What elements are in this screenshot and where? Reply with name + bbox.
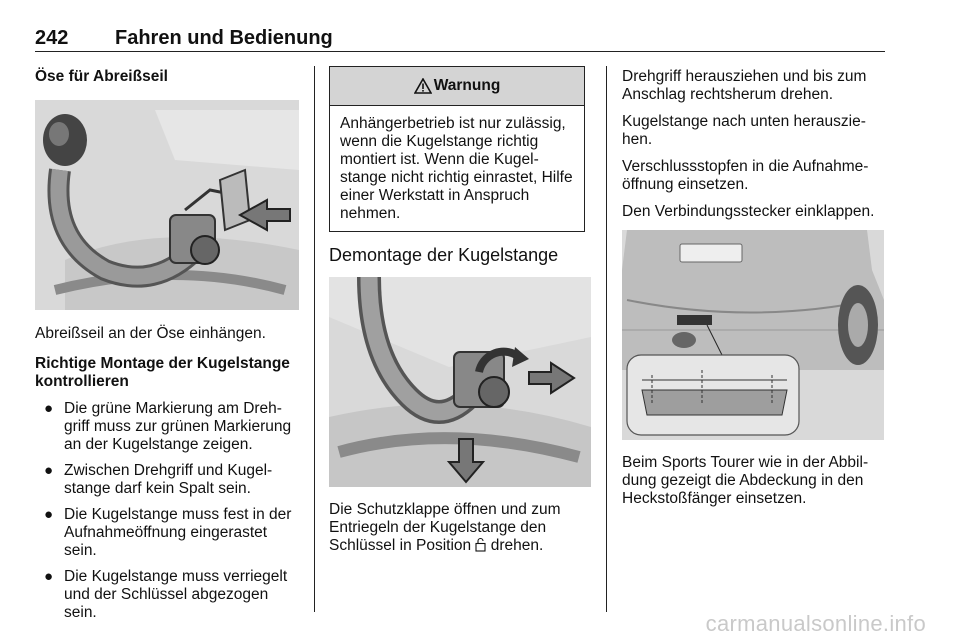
- step-paragraph: Verschlussstopfen in die Aufnahmeöffnung einsetzen.: [622, 158, 869, 193]
- list-item: ● Die Kugelstange muss verriegelt und der Schlüssel abgezogen sein.: [44, 568, 288, 621]
- fig1-caption: Abreißseil an der Öse einhängen.: [35, 325, 266, 342]
- list-item: ● Die grüne Markierung am Drehgriff muss zur grünen Markierung an der Kugelstange zeigen.: [44, 400, 292, 453]
- section-title-montage: Richtige Montage der Kugelstange kontrollieren: [35, 355, 290, 390]
- bullet-icon: ●: [44, 506, 54, 523]
- warning-header: [330, 67, 584, 106]
- column-3: [622, 68, 886, 517]
- fig2-text: Die Schutzklappe öffnen und zum Entriegeln der Kugelstange den Schlüssel in Position drehen.: [329, 501, 561, 554]
- watermark: carmanualsonline.info: [705, 611, 926, 636]
- column-1: [35, 68, 301, 630]
- column-2: [329, 66, 593, 564]
- warning-icon: [414, 78, 432, 94]
- step-paragraph: Den Verbindungsstecker einklappen.: [622, 203, 875, 220]
- tow-eye-illustration: [35, 100, 299, 310]
- list-item: ● Die Kugelstange muss fest in der Aufnahmeöffnung eingerastet sein.: [44, 506, 292, 559]
- warning-box: [329, 66, 585, 232]
- page-header: [35, 27, 885, 51]
- bullet-icon: ●: [44, 462, 54, 479]
- warning-text: Anhängerbetrieb ist nur zulässig, wenn die Kugelstange richtig montiert ist. Wenn die Kugelstange nicht richtig einrastet, Hilfe einer Werkstatt in Anspruch nehmen.: [340, 115, 573, 222]
- step-paragraph: Kugelstange nach unten herausziehen.: [622, 113, 866, 148]
- column-divider-right: [606, 66, 607, 612]
- bullet-icon: ●: [44, 568, 54, 585]
- list-item: ● Zwischen Drehgriff und Kugelstange darf kein Spalt sein.: [44, 462, 273, 497]
- fig3-caption: Beim Sports Tourer wie in der Abbildung gezeigt die Abdeckung in den Heckstoßfänger einsetzen.: [622, 454, 869, 507]
- check-list: [35, 400, 301, 622]
- lock-open-icon: [475, 537, 486, 552]
- section-title-demontage: Demontage der Kugelstange: [329, 245, 559, 265]
- chapter-title: Fahren und Bedienung: [115, 27, 333, 49]
- bullet-icon: ●: [44, 400, 54, 417]
- warning-title: Warnung: [433, 77, 501, 94]
- rear-bumper-cover-illustration: [622, 230, 884, 440]
- page-number: 242: [35, 27, 69, 49]
- header-rule: [35, 51, 885, 52]
- column-divider-left: [314, 66, 315, 612]
- section-title-abreisseil: Öse für Abreißseil: [35, 68, 168, 85]
- step-paragraph: Drehgriff herausziehen und bis zum Anschlag rechtsherum drehen.: [622, 68, 867, 103]
- tow-bar-removal-illustration: [329, 277, 591, 487]
